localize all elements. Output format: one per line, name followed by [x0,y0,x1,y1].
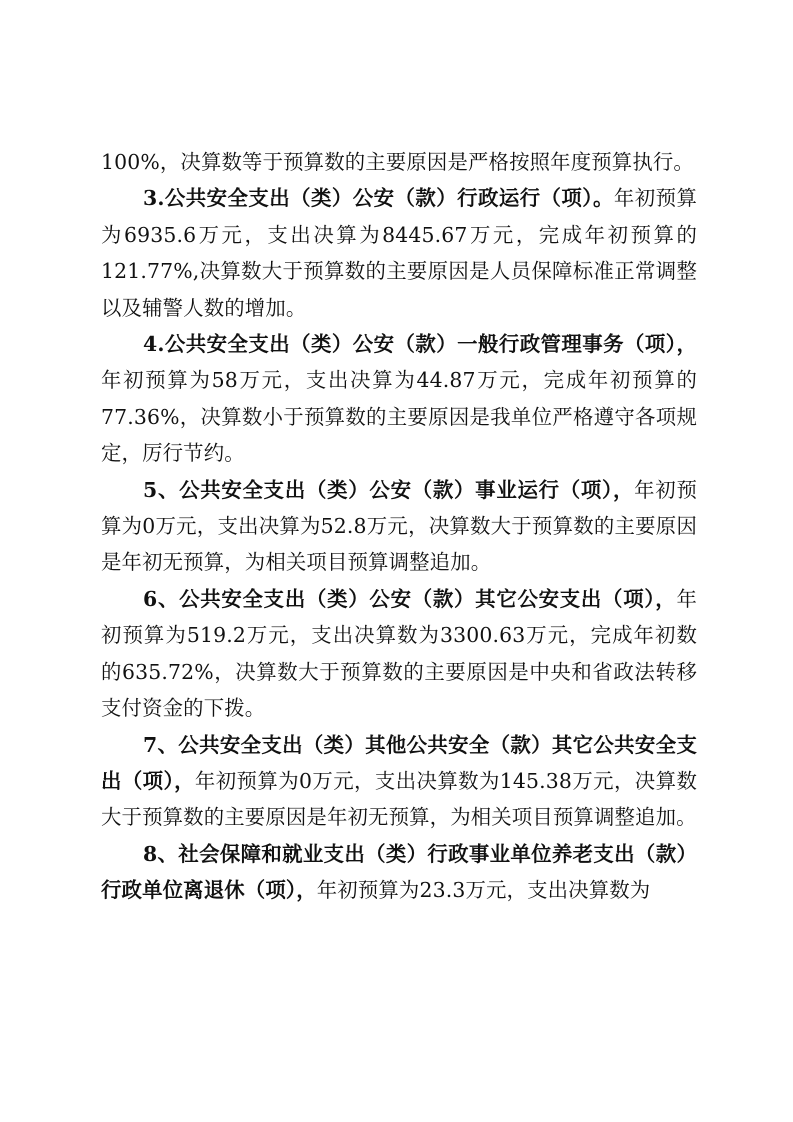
paragraph-item-7 [101,727,697,836]
paragraph-item-4 [101,326,697,472]
paragraph-continuation [101,144,697,180]
paragraph-body: 年初预算为0万元，支出决算数为145.38万元，决算数大于预算数的主要原因是年初无预算，为相关项目预算调整追加。 [101,768,697,830]
paragraph-item-3 [101,180,697,326]
paragraph-heading: 4.公共安全支出（类）公安（款）一般行政管理事务（项）， [143,332,697,357]
paragraph-heading: 7、公共安全支出（类）其他公共安全（款）其它公共安全支出（项）， [101,732,697,793]
paragraph-body: 100%，决算数等于预算数的主要原因是严格按照年度预算执行。 [101,150,694,174]
paragraph-body: 年初预算为0万元，支出决算为52.8万元，决算数大于预算数的主要原因是年初无预算，为相关项目预算调整追加。 [101,477,697,575]
paragraph-heading: 3.公共安全支出（类）公安（款）行政运行（项）。 [143,186,614,211]
paragraph-heading: 8、社会保障和就业支出（类）行政事业单位养老支出（款）行政单位离退休（项）， [101,841,697,903]
paragraph-body: 年初预算为58万元，支出决算为44.87万元，完成年初预算的77.36%，决算数小于预算数的主要原因是我单位严格遵守各项规定，厉行节约。 [101,368,697,466]
paragraph-item-5 [101,472,697,581]
paragraph-item-8 [101,836,697,909]
paragraph-body: 年初预算为6935.6万元，支出决算为8445.67万元，完成年初预算的121.77%,决算数大于预算数的主要原因是人员保障标准正常调整以及辅警人数的增加。 [101,186,697,320]
paragraph-heading: 5、公共安全支出（类）公安（款）事业运行（项）， [143,477,635,502]
paragraph-body: 年初预算为23.3万元，支出决算数为 [316,878,651,903]
paragraph-heading: 6、公共安全支出（类）公安（款）其它公安支出（项）， [143,586,677,611]
paragraph-body: 年初预算为519.2万元，支出决算数为3300.63万元，完成年初数的635.72%，决算数大于预算数的主要原因是中央和省政法转移支付资金的下拨。 [101,586,697,721]
document-page [101,144,697,909]
paragraph-item-6 [101,581,697,727]
